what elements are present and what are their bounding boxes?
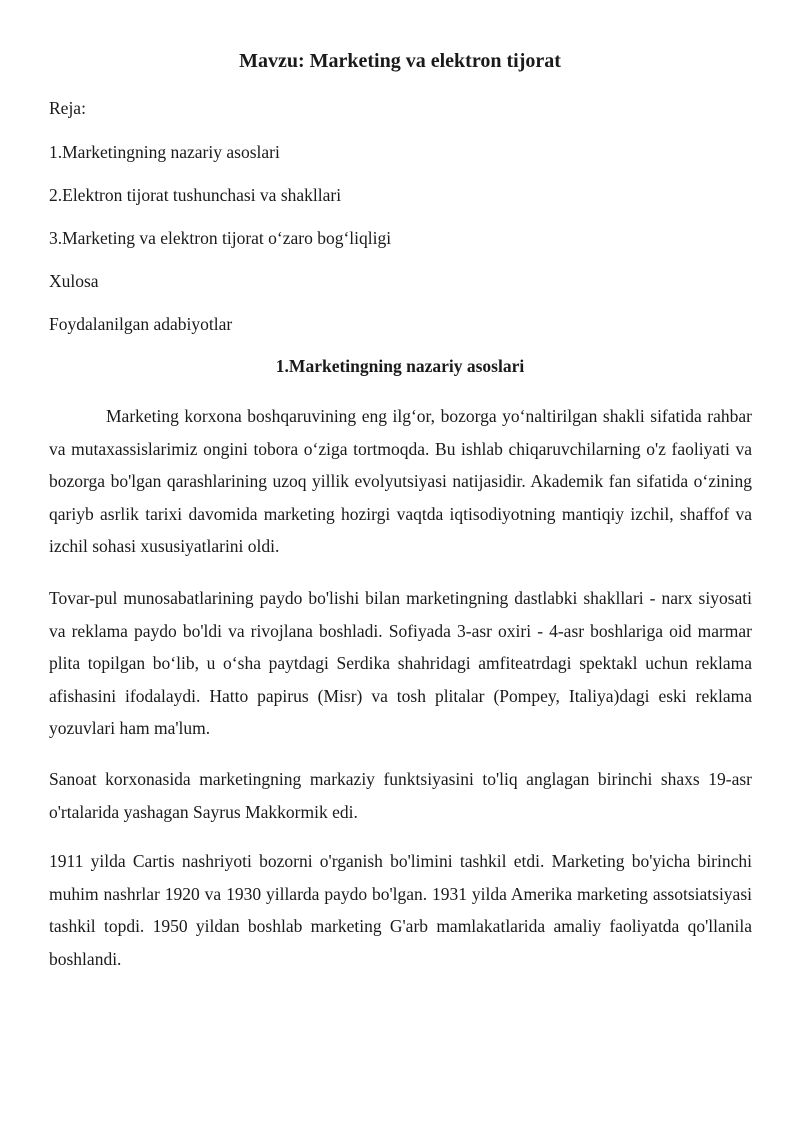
document-title: Mavzu: Marketing va elektron tijorat <box>239 50 561 72</box>
plan-label: Reja: <box>49 98 86 118</box>
paragraph-3: Sanoat korxonasida marketingning markaziy funktsiyasini to'liq anglagan birinchi shaxs 19-asr o'rtalarida yashagan Sayrus Makkormik edi. <box>49 769 752 822</box>
section-heading: 1.Marketingning nazariy asoslari <box>275 356 525 376</box>
plan-item-references: Foydalanilgan adabiyotlar <box>49 314 233 334</box>
plan-item-3: 3.Marketing va elektron tijorat o‘zaro bog‘liqligi <box>49 228 392 248</box>
plan-item-1: 1.Marketingning nazariy asoslari <box>49 142 280 162</box>
paragraph-1: Marketing korxona boshqaruvining eng ilg‘or, bozorga yo‘naltirilgan shakli sifatida rahbar va mutaxassislarimiz ongini tobora o‘ziga tortmoqda. Bu ishlab chiqaruvchilarning o'z faoliyati va bozorga bo'lgan qarashlarining uzoq yillik evolyutsiyasi natijasidir. Akademik fan sifatida o‘zining qariyb asrlik tarixi davomida marketing hozirgi vaqtda iqtisodiyotning mantiqiy izchil, shaffof va izchil sohasi xususiyatlarini oldi. <box>49 406 752 556</box>
paragraph-4: 1911 yilda Cartis nashriyoti bozorni o'rganish bo'limini tashkil etdi. Marketing bo'yicha birinchi muhim nashrlar 1920 va 1930 yillarda paydo bo'lgan. 1931 yilda Amerika marketing assotsiatsiyasi tashkil topdi. 1950 yildan boshlab marketing G'arb mamlakatlarida amaliy faoliyatda qo'llanila boshlandi. <box>49 851 752 969</box>
paragraph-2: Tovar-pul munosabatlarining paydo bo'lishi bilan marketingning dastlabki shakllari - narx siyosati va reklama paydo bo'ldi va rivojlana boshladi. Sofiyada 3-asr oxiri - 4-asr boshlariga oid marmar plita topilgan bo‘lib, u o‘sha paytdagi Serdika shahridagi amfiteatrdagi spektakl uchun reklama afishasini ifodalaydi. Hatto papirus (Misr) va tosh plitalar (Pompey, Italiya)dagi eski reklama yozuvlari ham ma'lum. <box>49 588 752 738</box>
plan-item-2: 2.Elektron tijorat tushunchasi va shakllari <box>49 185 342 205</box>
plan-item-conclusion: Xulosa <box>49 271 99 291</box>
